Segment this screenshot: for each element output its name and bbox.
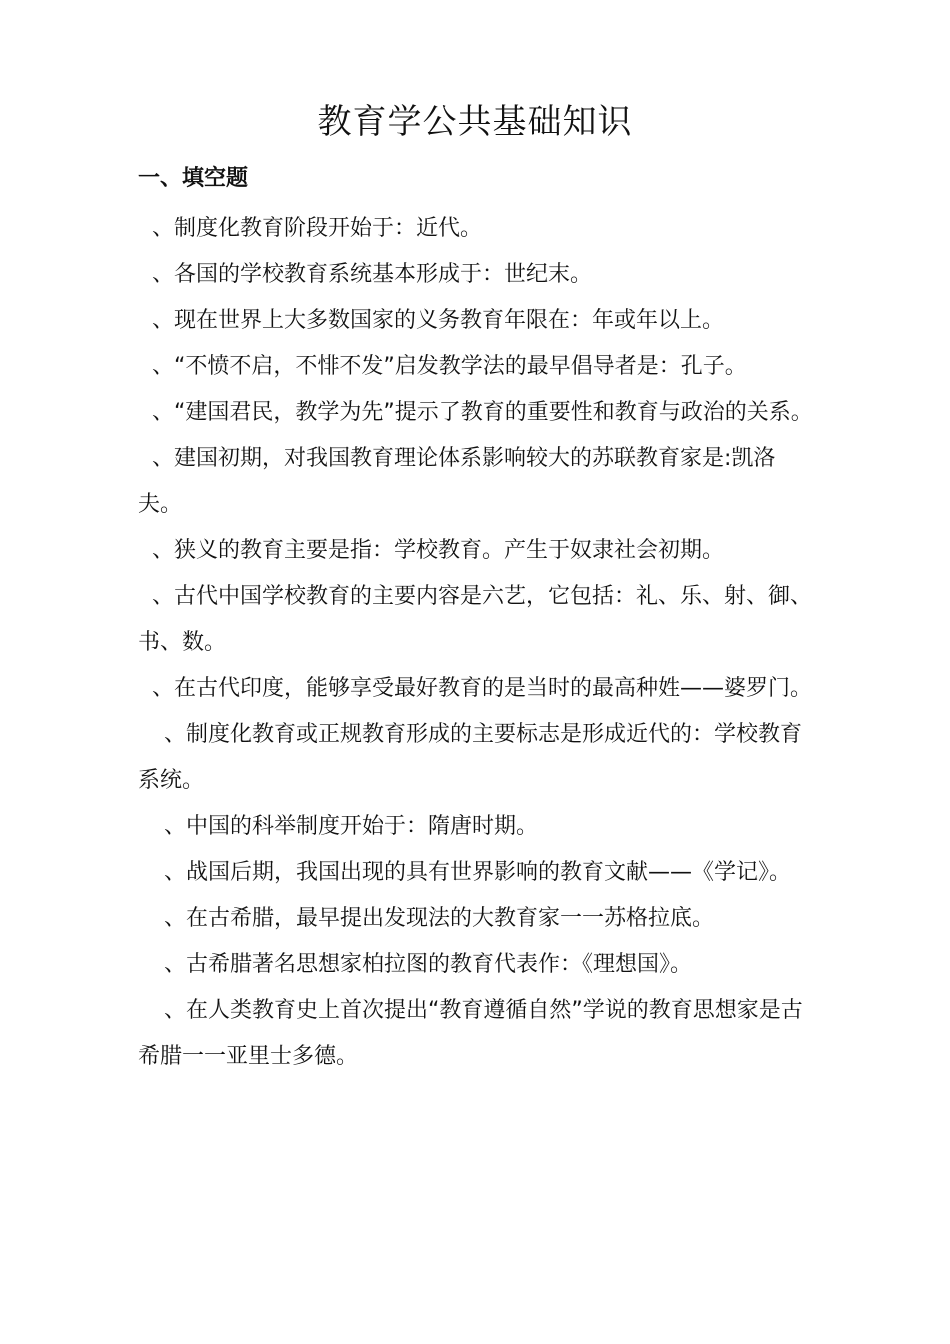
- list-item: 、中国的科举制度开始于：隋唐时期。: [164, 814, 539, 839]
- list-item: 、制度化教育或正规教育形成的主要标志是形成近代的：学校教育系统。: [138, 722, 803, 793]
- list-item: 、古希腊著名思想家柏拉图的教育代表作：《理想国》。: [164, 952, 693, 977]
- question-list: [138, 206, 818, 1080]
- list-item: 、各国的学校教育系统基本形成于：世纪末。: [152, 262, 593, 287]
- list-item: 、现在世界上大多数国家的义务教育年限在：年或年以上。: [152, 308, 725, 333]
- list-item: 、制度化教育阶段开始于：近代。: [152, 216, 483, 241]
- list-item: 、战国后期，我国出现的具有世界影响的教育文献——《学记》。: [164, 860, 792, 885]
- page-title: 教育学公共基础知识: [317, 102, 633, 142]
- list-item: 、在古希腊，最早提出发现法的大教育家一一苏格拉底。: [164, 906, 715, 931]
- section-heading: 一、填空题: [138, 166, 249, 191]
- list-item: 、在古代印度，能够享受最好教育的是当时的最高种姓——婆罗门。: [152, 676, 813, 701]
- list-item: 、狭义的教育主要是指：学校教育。产生于奴隶社会初期。: [152, 538, 725, 563]
- list-item: 、“不愤不启，不悱不发”启发教学法的最早倡导者是：孔子。: [152, 354, 747, 379]
- list-item: 、建国初期，对我国教育理论体系影响较大的苏联教育家是:凯洛夫。: [138, 446, 776, 517]
- list-item: 、古代中国学校教育的主要内容是六艺，它包括：礼、乐、射、御、书、数。: [138, 584, 813, 655]
- list-item: 、在人类教育史上首次提出“教育遵循自然”学说的教育思想家是古希腊一一亚里士多德。: [138, 998, 803, 1069]
- list-item: 、“建国君民，教学为先”提示了教育的重要性和教育与政治的关系。: [152, 400, 813, 425]
